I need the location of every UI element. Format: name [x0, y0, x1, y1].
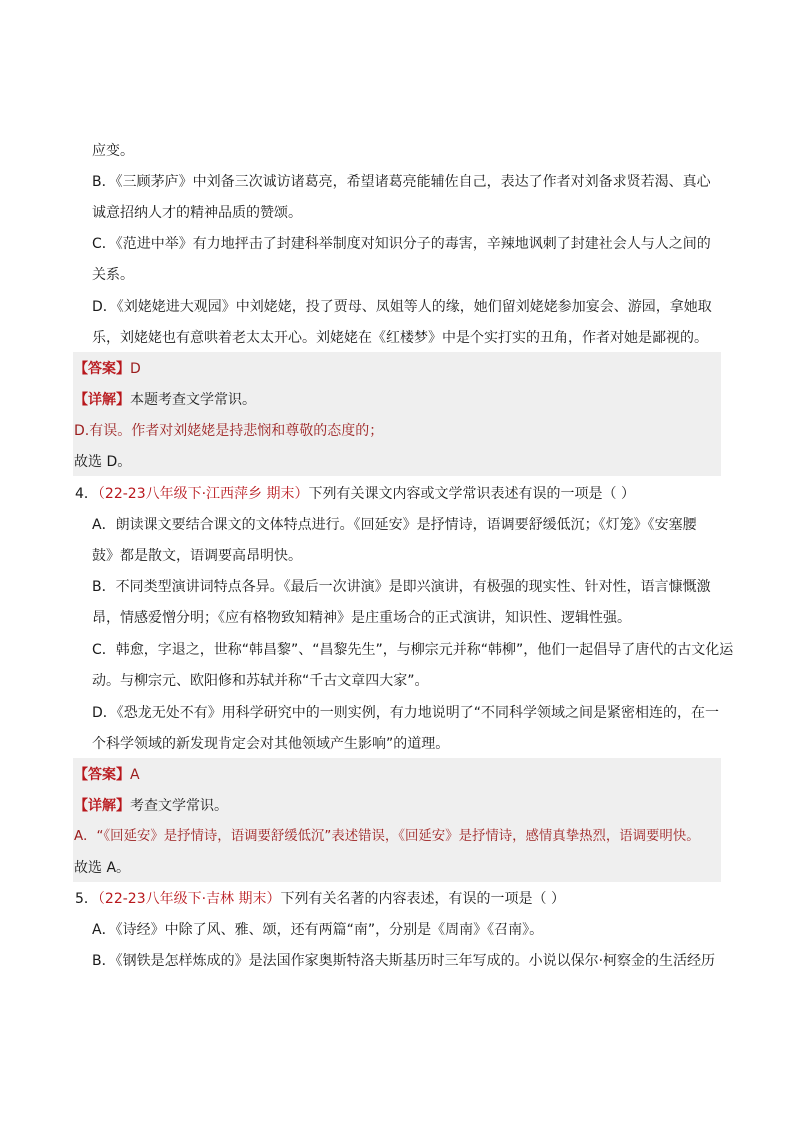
option-b-continuation: 昂，情感爱憎分明；《应有格物致知精神》是庄重场合的正式演讲，知识性、逻辑性强。: [92, 610, 631, 626]
option-b-continuation: 诚意招纳人才的精神品质的赞颂。: [92, 205, 302, 221]
question-4-stem: [75, 484, 635, 504]
answer-line: [74, 765, 140, 785]
option-c-continuation: 动。与柳宗元、欧阳修和苏轼并称“千古文章四大家”。: [92, 673, 429, 689]
option-c: C．韩愈，字退之，世称“韩昌黎”、“昌黎先生”，与柳宗元并称“韩柳”，他们一起倡导了唐代的古文化运: [92, 642, 734, 658]
explanation: A．“《回延安》是抒情诗，语调要舒缓低沉”表述错误，《回延安》是抒情诗，感情真挚热烈，语调要明快。: [74, 829, 700, 844]
option-a-continuation: 鼓》都是散文，语调要高昂明快。: [92, 548, 302, 564]
detail-line: [74, 390, 256, 410]
detail-line: [74, 796, 228, 816]
option-c-continuation: 关系。: [92, 267, 134, 283]
answer-line: [74, 359, 141, 379]
answer-block: [73, 758, 721, 882]
detail-tag: 【详解】: [74, 392, 130, 408]
option-a-continuation: 应变。: [92, 143, 134, 159]
question-number: 4．: [75, 486, 98, 502]
answer-value: A: [130, 767, 140, 783]
detail-text: 考查文学常识。: [130, 798, 228, 814]
explanation: D.有误。作者对刘姥姥是持悲悯和尊敬的态度的；: [74, 423, 384, 439]
option-b: B．《钢铁是怎样炼成的》是法国作家奥斯特洛夫斯基历时三年写成的。小说以保尔·柯察金的生活经历: [92, 953, 716, 969]
option-a: A．朗读课文要结合课文的文体特点进行。《回延安》是抒情诗，语调要舒缓低沉；《灯笼》《安塞腰: [92, 517, 697, 533]
question-5-stem: [75, 889, 565, 909]
option-d-continuation: 乐，刘姥姥也有意哄着老太太开心。刘姥姥在《红楼梦》中是个实打实的丑角，作者对她是鄙视的。: [92, 330, 708, 346]
conclusion: 故选 A。: [74, 860, 131, 876]
question-number: 5．: [75, 891, 98, 907]
conclusion: 故选 D。: [74, 454, 132, 470]
answer-tag: 【答案】: [74, 361, 130, 377]
question-text: 下列有关名著的内容表述，有误的一项是（ ）: [280, 891, 565, 907]
answer-block: [73, 352, 721, 476]
option-c: C．《范进中举》有力地抨击了封建科举制度对知识分子的毒害，辛辣地讽刺了封建社会人与人之间的: [92, 236, 711, 252]
option-d: D．《刘姥姥进大观园》中刘姥姥，投了贾母、凤姐等人的缘，她们留刘姥姥参加宴会、游园，拿她取: [92, 299, 712, 315]
detail-tag: 【详解】: [74, 798, 130, 814]
option-b: B．不同类型演讲词特点各异。《最后一次讲演》是即兴演讲，有极强的现实性、针对性，语言慷慨激: [92, 579, 711, 595]
option-b: B．《三顾茅庐》中刘备三次诚访诸葛亮，希望诸葛亮能辅佐自己，表达了作者对刘备求贤若渴、真心: [92, 174, 711, 190]
question-source: （22-23八年级下·江西萍乡 期末）: [97, 486, 309, 502]
option-a: A．《诗经》中除了风、雅、颂，还有两篇“南”，分别是《周南》《召南》。: [92, 922, 544, 938]
question-text: 下列有关课文内容或文学常识表述有误的一项是（ ）: [308, 486, 635, 502]
answer-tag: 【答案】: [74, 767, 130, 783]
option-d-continuation: 个科学领域的新发现肯定会对其他领域产生影响”的道理。: [92, 736, 450, 752]
question-source: （22-23八年级下·吉林 期末）: [97, 891, 281, 907]
option-d: D．《恐龙无处不有》用科学研究中的一则实例，有力地说明了“不同科学领域之间是紧密相连的，在一: [92, 705, 720, 721]
answer-value: D: [130, 361, 141, 377]
detail-text: 本题考查文学常识。: [130, 392, 256, 408]
